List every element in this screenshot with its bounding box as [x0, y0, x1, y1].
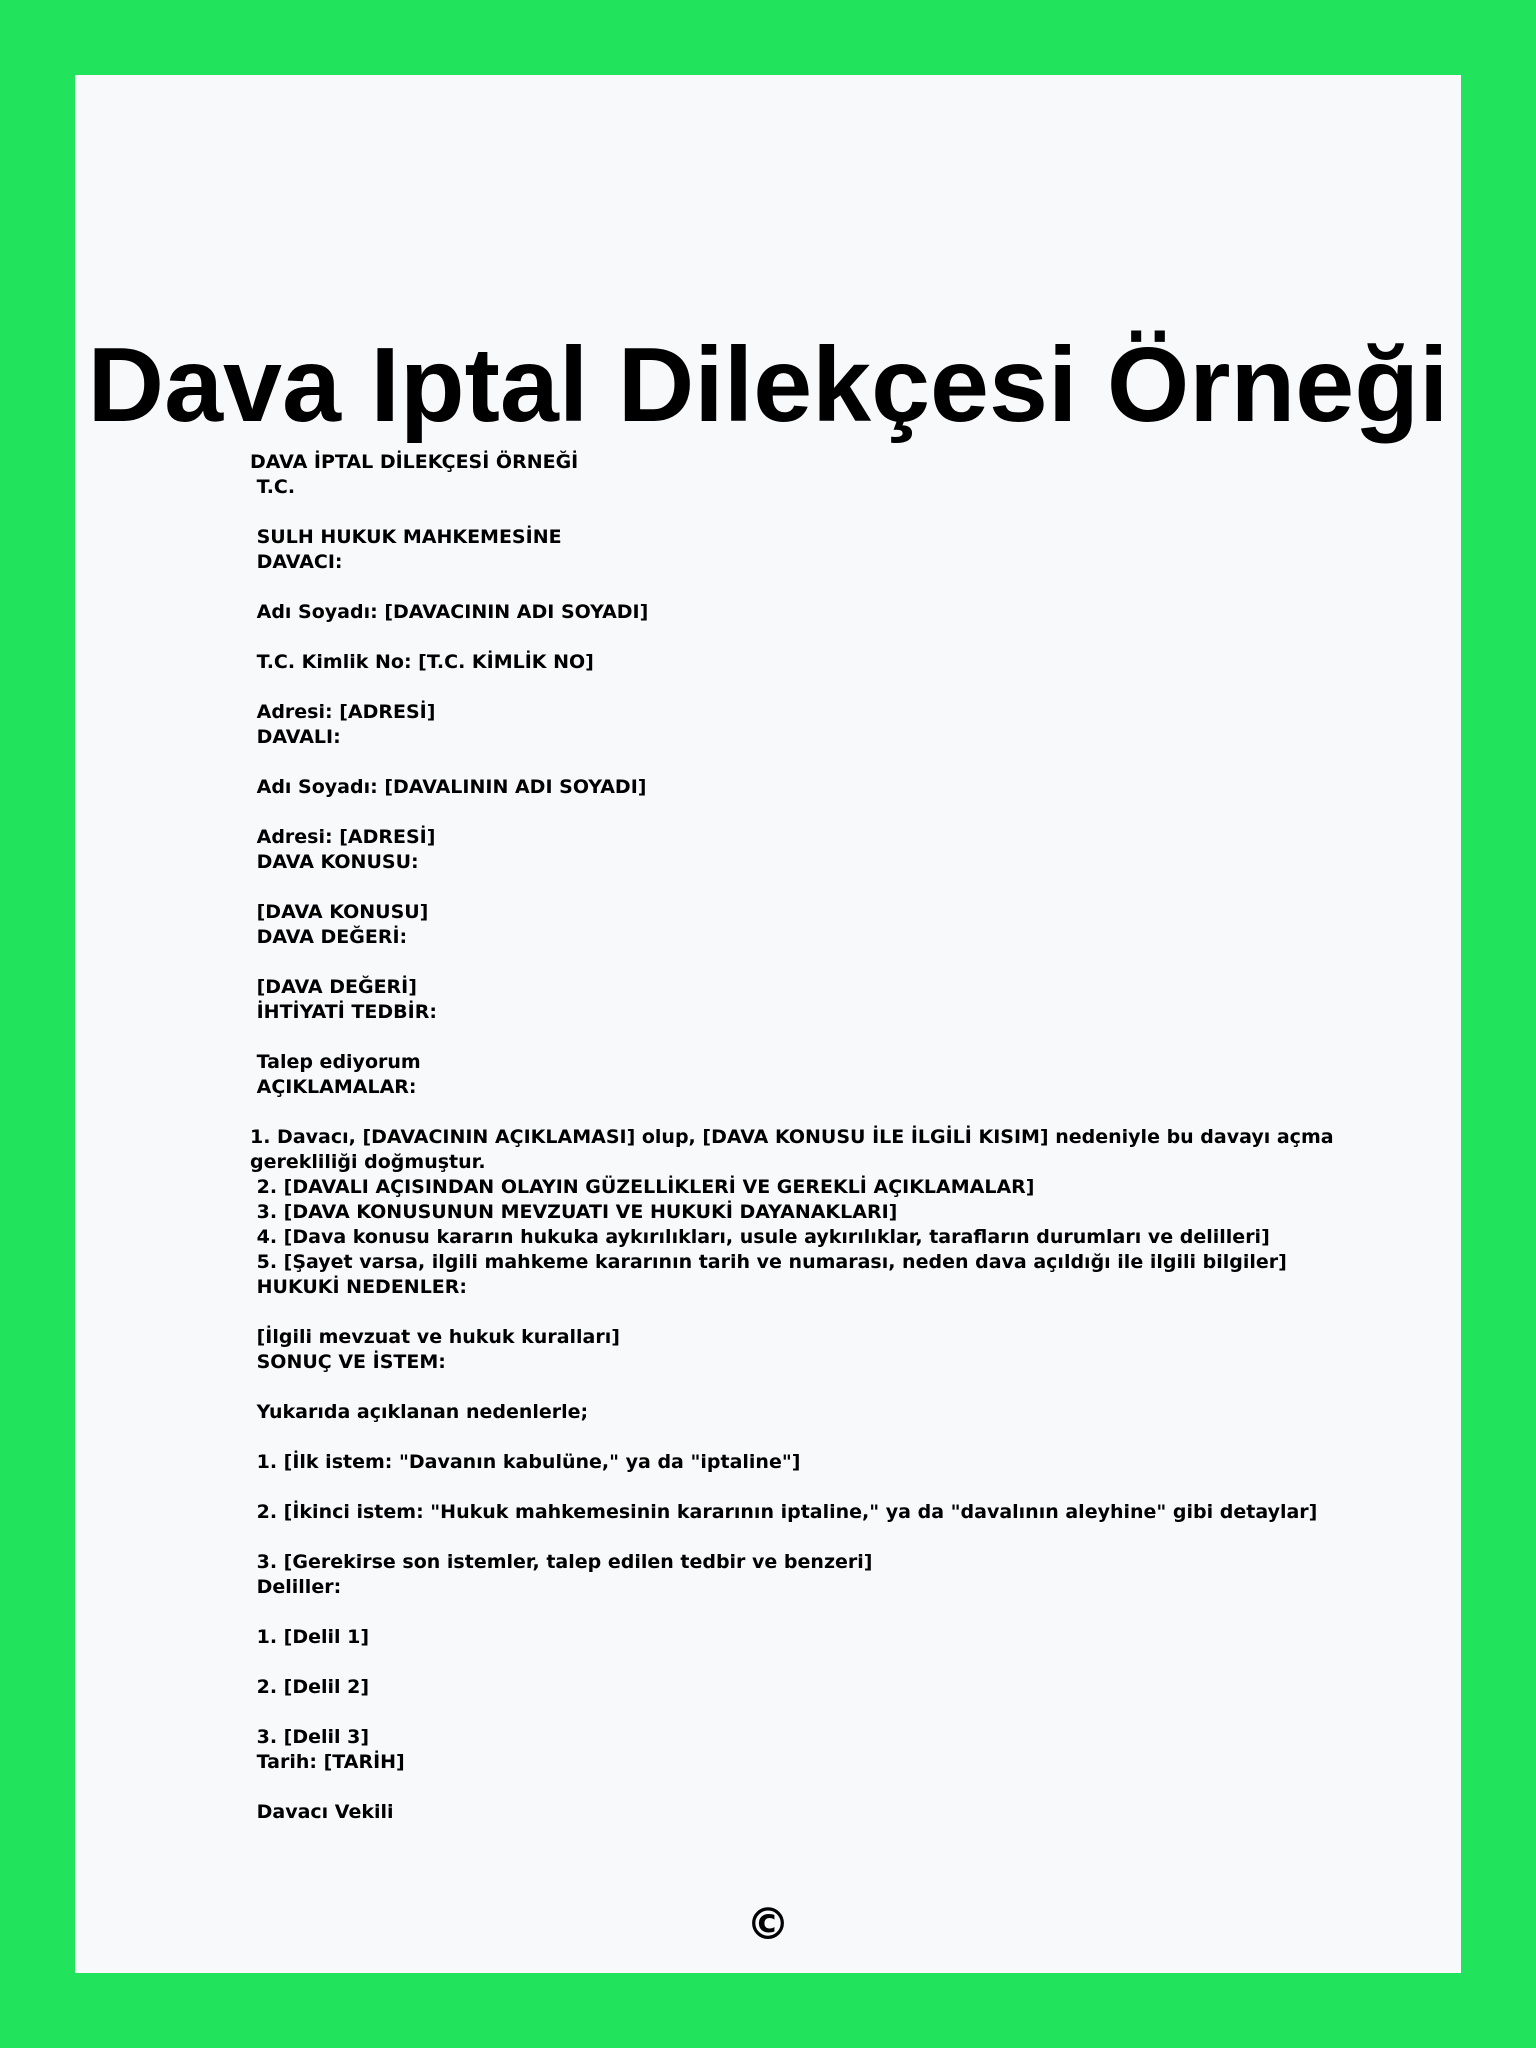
copyright-icon: ©	[746, 1899, 790, 1950]
blank-line	[250, 1025, 1330, 1050]
document-line: [DAVA KONUSU]	[250, 901, 429, 923]
page-title: Dava Iptal Dilekçesi Örneği	[87, 326, 1449, 444]
document-line: AÇIKLAMALAR:	[250, 1076, 417, 1098]
document-line: DAVALI:	[250, 726, 341, 748]
document-line: Tarih: [TARİH]	[250, 1751, 405, 1773]
blank-line	[250, 750, 1330, 775]
document-line: Talep ediyorum	[250, 1051, 421, 1073]
document-line: 1. Davacı, [DAVACININ AÇIKLAMASI] olup, [DAVA KONUSU İLE İLGİLİ KISIM] nedeniyle bu davayı açma	[250, 1126, 1334, 1148]
document-line: 2. [DAVALI AÇISINDAN OLAYIN GÜZELLİKLERİ VE GEREKLİ AÇIKLAMALAR]	[250, 1176, 1035, 1198]
document-line: 2. [Delil 2]	[250, 1676, 370, 1698]
blank-line	[250, 1375, 1330, 1400]
blank-line	[250, 500, 1330, 525]
document-line: [İlgili mevzuat ve hukuk kuralları]	[250, 1326, 620, 1348]
document-page	[75, 75, 1461, 1973]
blank-line	[250, 625, 1330, 650]
document-line: Yukarıda açıklanan nedenlerle;	[250, 1401, 589, 1423]
blank-line	[250, 675, 1330, 700]
blank-line	[250, 875, 1330, 900]
document-line: 1. [İlk istem: "Davanın kabulüne," ya da "iptaline"]	[250, 1451, 801, 1473]
document-line: T.C.	[250, 476, 296, 498]
blank-line	[250, 1525, 1330, 1550]
document-line: 4. [Dava konusu kararın hukuka aykırılıkları, usule aykırılıklar, tarafların durumları ve delilleri]	[250, 1226, 1270, 1248]
document-line: İHTİYATİ TEDBİR:	[250, 1001, 437, 1023]
document-line: Adresi: [ADRESİ]	[250, 701, 436, 723]
blank-line	[250, 1775, 1330, 1800]
document-line: DAVA İPTAL DİLEKÇESİ ÖRNEĞİ	[250, 451, 579, 473]
blank-line	[250, 575, 1330, 600]
document-line: gerekliliği doğmuştur.	[250, 1151, 486, 1173]
petition-body	[250, 450, 1334, 1825]
document-line: T.C. Kimlik No: [T.C. KİMLİK NO]	[250, 651, 594, 673]
document-line: 3. [DAVA KONUSUNUN MEVZUATI VE HUKUKİ DAYANAKLARI]	[250, 1201, 898, 1223]
document-line: 1. [Delil 1]	[250, 1626, 370, 1648]
blank-line	[250, 1600, 1330, 1625]
blank-line	[250, 1650, 1330, 1675]
document-line: 3. [Delil 3]	[250, 1726, 370, 1748]
document-line: 2. [İkinci istem: "Hukuk mahkemesinin kararının iptaline," ya da "davalının aleyhine" gibi detaylar]	[250, 1501, 1318, 1523]
document-line: HUKUKİ NEDENLER:	[250, 1276, 468, 1298]
document-line: SONUÇ VE İSTEM:	[250, 1351, 446, 1373]
document-line: DAVA DEĞERİ:	[250, 926, 408, 948]
document-line: Adı Soyadı: [DAVACININ ADI SOYADI]	[250, 601, 649, 623]
document-line: [DAVA DEĞERİ]	[250, 976, 417, 998]
blank-line	[250, 1100, 1330, 1125]
document-line: Deliller:	[250, 1576, 342, 1598]
document-line: 5. [Şayet varsa, ilgili mahkeme kararının tarih ve numarası, neden dava açıldığı ile ilgili bilgiler]	[250, 1251, 1287, 1273]
document-line: Adı Soyadı: [DAVALININ ADI SOYADI]	[250, 776, 647, 798]
blank-line	[250, 1425, 1330, 1450]
document-line: 3. [Gerekirse son istemler, talep edilen tedbir ve benzeri]	[250, 1551, 873, 1573]
document-line: DAVACI:	[250, 551, 343, 573]
blank-line	[250, 950, 1330, 975]
document-line: SULH HUKUK MAHKEMESİNE	[250, 526, 562, 548]
blank-line	[250, 1300, 1330, 1325]
blank-line	[250, 1475, 1330, 1500]
blank-line	[250, 1700, 1330, 1725]
document-line: DAVA KONUSU:	[250, 851, 419, 873]
document-line: Adresi: [ADRESİ]	[250, 826, 436, 848]
blank-line	[250, 800, 1330, 825]
document-line: Davacı Vekili	[250, 1801, 394, 1823]
